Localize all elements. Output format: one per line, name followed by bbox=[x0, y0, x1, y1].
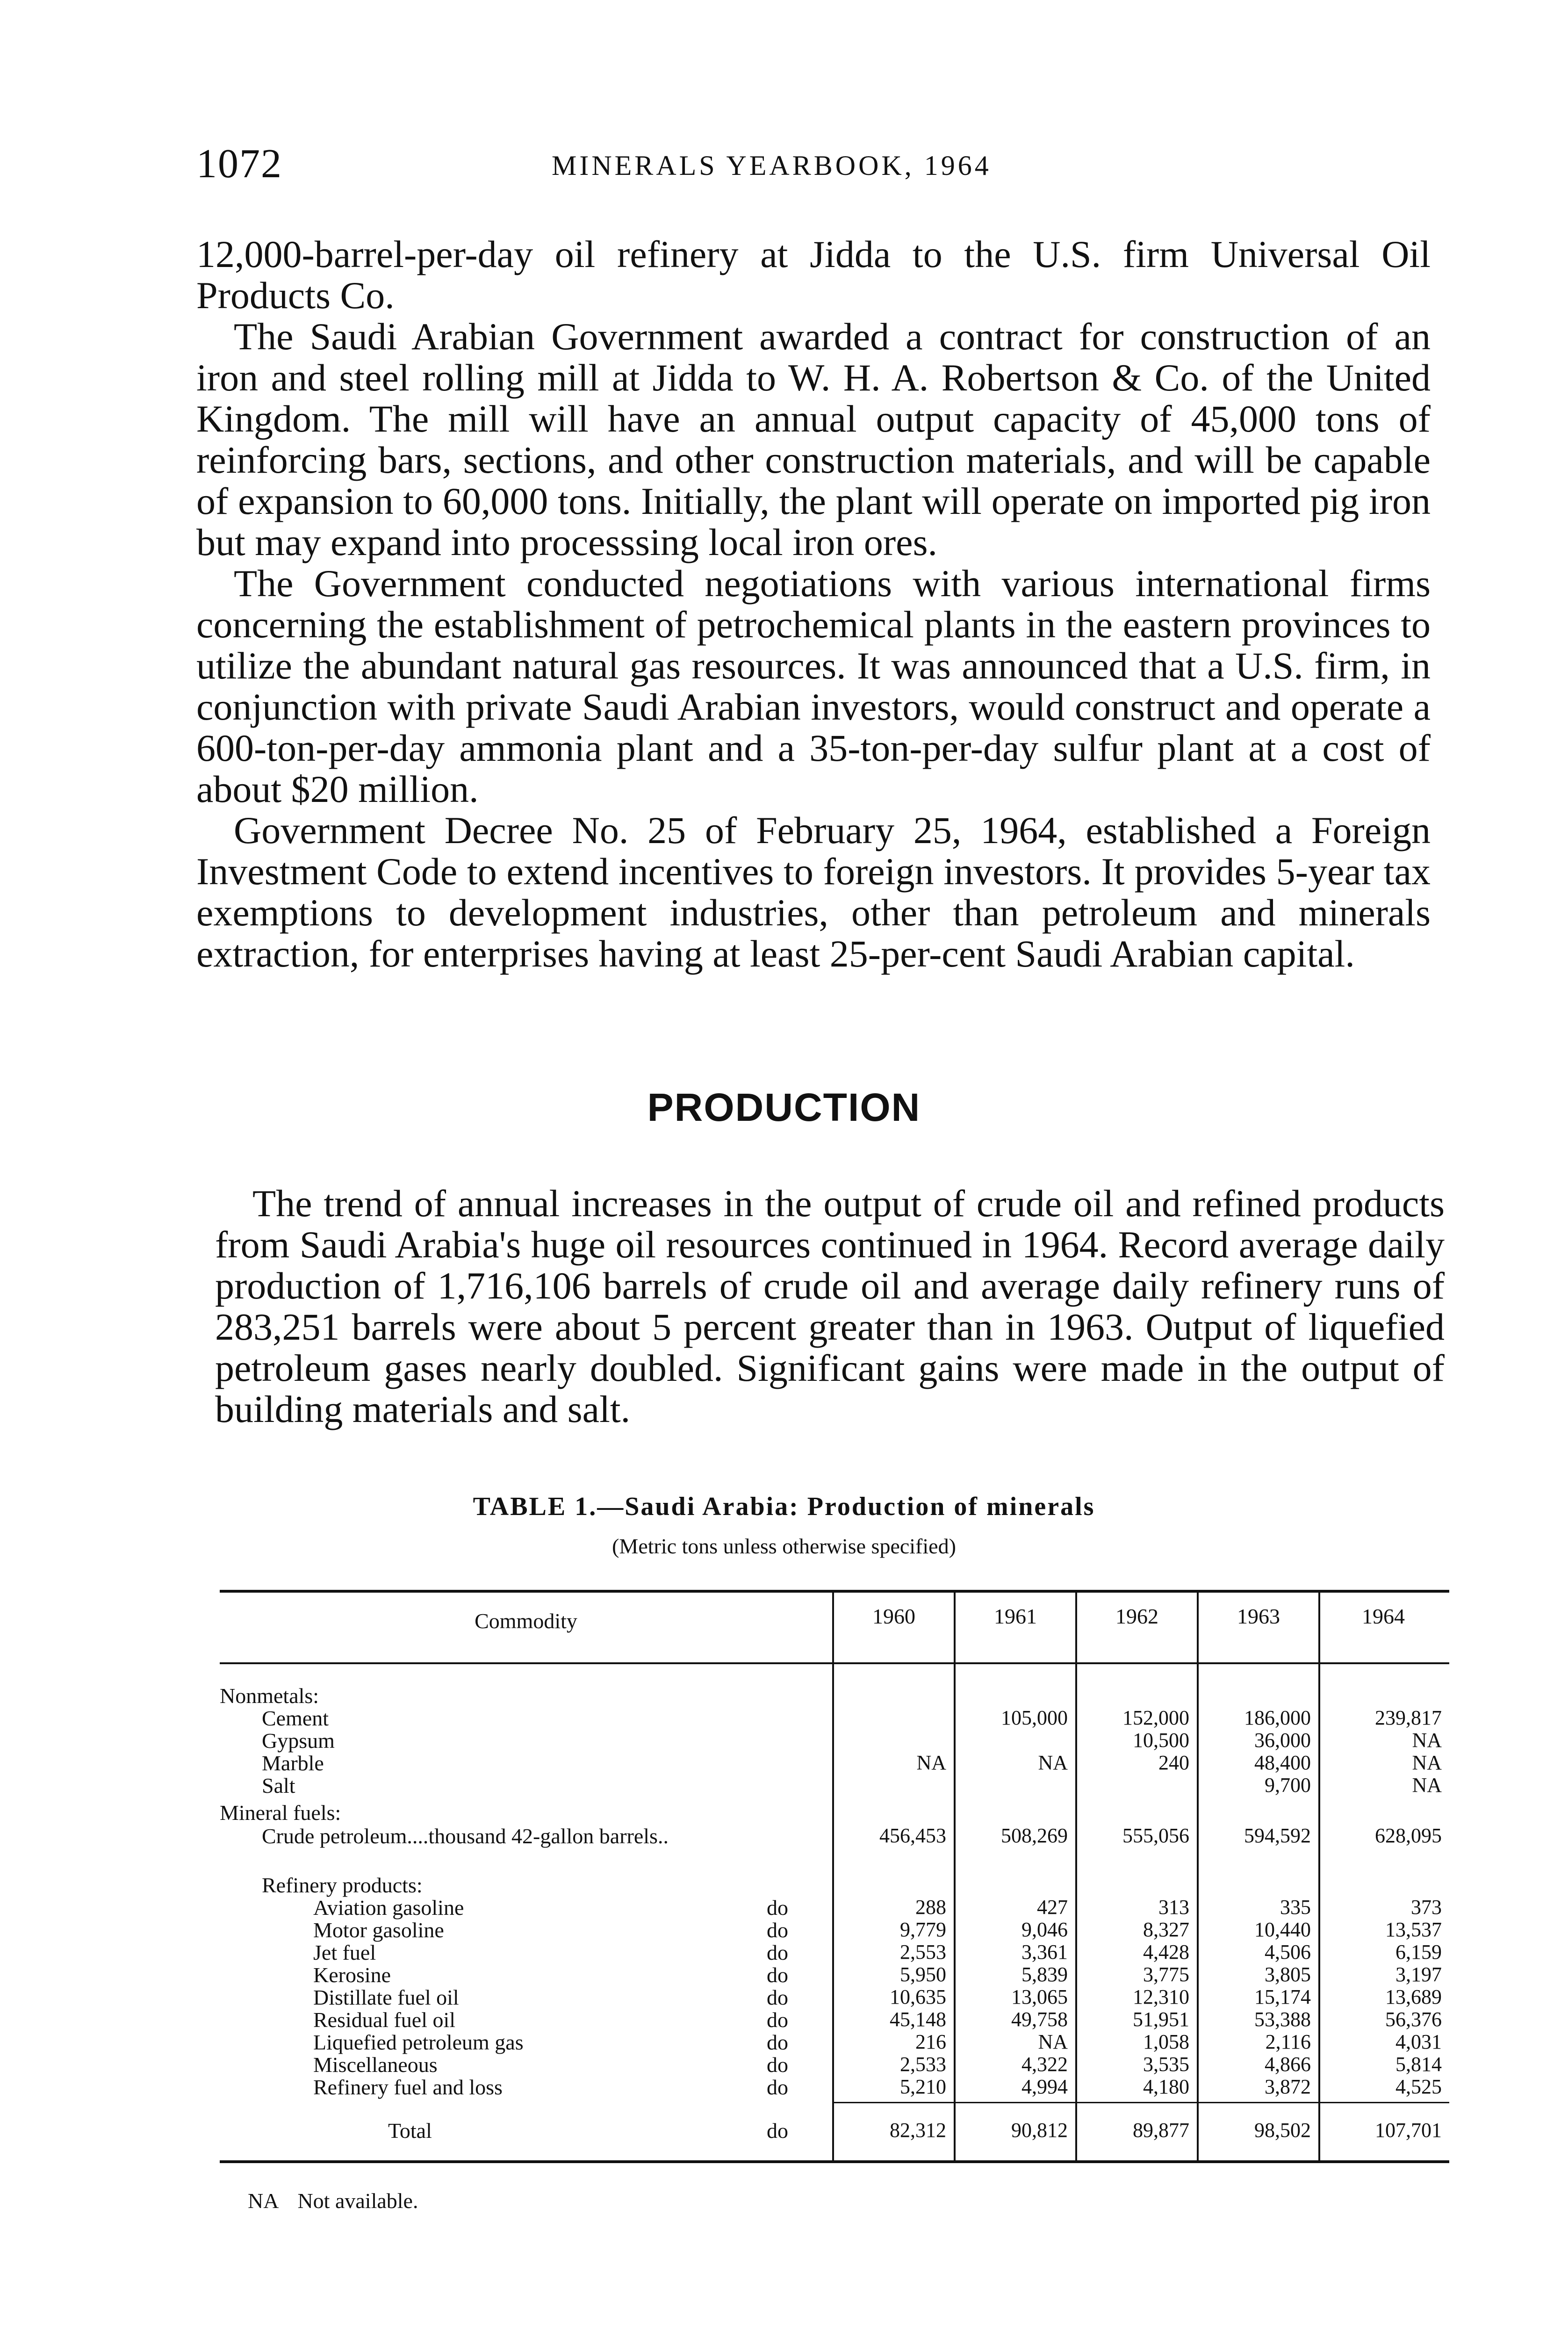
table-header-rule bbox=[220, 1662, 1449, 1664]
table-cell: 56,376 bbox=[1385, 2008, 1442, 2031]
column-header-year: 1964 bbox=[1362, 1604, 1405, 1628]
column-header-year: 1963 bbox=[1237, 1604, 1280, 1628]
table-cell: 53,388 bbox=[1254, 2008, 1311, 2031]
table-bottom-rule bbox=[220, 2160, 1449, 2163]
table-cell: NA bbox=[1412, 1729, 1442, 1752]
table-cell: NA bbox=[1412, 1751, 1442, 1774]
table-title: TABLE 1.—Saudi Arabia: Production of minerals bbox=[473, 1492, 1095, 1521]
table-subtitle: (Metric tons unless otherwise specified) bbox=[612, 1534, 956, 1558]
paragraph-investment-code: Government Decree No. 25 of February 25, 1964, established a Foreign Investment Code to extend incentives to foreign investors. It provides 5-year tax exemptions to development industries, other than petroleum and minerals extraction, for enterprises having at least 25-per-cent Saudi Arabian capital. bbox=[196, 809, 1431, 975]
table-cell: 13,689 bbox=[1385, 1985, 1442, 2008]
table-cell: 3,805 bbox=[1265, 1963, 1311, 1986]
row-label: Mineral fuels: bbox=[220, 1801, 341, 1825]
table-cell: 3,872 bbox=[1265, 2075, 1311, 2098]
page-number: 1072 bbox=[196, 141, 282, 187]
ditto-mark: do bbox=[767, 2030, 788, 2054]
table-cell: 89,877 bbox=[1133, 2119, 1189, 2142]
ditto-mark: do bbox=[767, 1918, 788, 1942]
table-cell: 2,553 bbox=[900, 1941, 946, 1963]
table-cell: 9,779 bbox=[900, 1918, 946, 1941]
row-label: Total bbox=[388, 2119, 432, 2143]
section-heading: PRODUCTION bbox=[647, 1085, 921, 1129]
table-cell: 15,174 bbox=[1254, 1985, 1311, 2008]
row-label: Kerosine bbox=[313, 1963, 391, 1987]
column-header-commodity: Commodity bbox=[475, 1609, 577, 1633]
ditto-mark: do bbox=[767, 2053, 788, 2077]
running-head bbox=[196, 140, 1431, 196]
table-cell: 9,700 bbox=[1265, 1774, 1311, 1797]
table-cell: 8,327 bbox=[1143, 1918, 1189, 1941]
paragraph-petrochemical: The Government conducted negotiations with various international firms concerning the establishment of petrochemical plants in the eastern provinces to utilize the abundant natural gas resources. It was announced that a U.S. firm, in conjunction with private Saudi Arabian investors, would construct and operate a 600-ton-per-day ammonia plant and a 35-ton-per-day sulfur plant at a cost of about $20 million. bbox=[196, 562, 1431, 810]
table-cell: 10,440 bbox=[1254, 1918, 1311, 1941]
table-cell: 427 bbox=[1037, 1896, 1068, 1919]
table-cell: NA bbox=[916, 1751, 946, 1774]
table-cell: 51,951 bbox=[1133, 2008, 1189, 2031]
row-label: Distillate fuel oil bbox=[313, 1985, 459, 2009]
table-cell: 5,839 bbox=[1021, 1963, 1068, 1986]
table-cell: 45,148 bbox=[890, 2008, 946, 2031]
table-cell: 12,310 bbox=[1133, 1985, 1189, 2008]
production-text bbox=[215, 1183, 1445, 1430]
intro-text bbox=[196, 234, 1431, 974]
table-cell: 49,758 bbox=[1011, 2008, 1068, 2031]
table-cell: 5,814 bbox=[1395, 2053, 1442, 2076]
row-label: Cement bbox=[262, 1706, 329, 1730]
table-cell: 508,269 bbox=[1001, 1824, 1068, 1847]
table-cell: 4,994 bbox=[1021, 2075, 1068, 2098]
ditto-mark: do bbox=[767, 1963, 788, 1987]
table-cell: 9,046 bbox=[1021, 1918, 1068, 1941]
table-cell: 10,500 bbox=[1133, 1729, 1189, 1752]
footnote-text: Not available. bbox=[297, 2189, 418, 2213]
table-cell: 2,533 bbox=[900, 2053, 946, 2076]
row-label: Salt bbox=[262, 1774, 295, 1797]
table-cell: 1,058 bbox=[1143, 2030, 1189, 2053]
ditto-mark: do bbox=[767, 1896, 788, 1919]
table-cell: 13,537 bbox=[1385, 1918, 1442, 1941]
table-cell: 288 bbox=[915, 1896, 946, 1919]
table-cell: 4,428 bbox=[1143, 1941, 1189, 1963]
table-cell: 90,812 bbox=[1011, 2119, 1068, 2142]
table-cell: 10,635 bbox=[890, 1985, 946, 2008]
table-top-rule bbox=[220, 1590, 1449, 1593]
table-cell: 5,210 bbox=[900, 2075, 946, 2098]
table-cell: 186,000 bbox=[1244, 1706, 1311, 1729]
ditto-mark: do bbox=[767, 2075, 788, 2099]
table-footnote bbox=[248, 2188, 418, 2213]
table-cell: 239,817 bbox=[1375, 1706, 1442, 1729]
paragraph-continued: 12,000-barrel-per-day oil refinery at Jidda to the U.S. firm Universal Oil Products Co. bbox=[196, 233, 1431, 317]
row-label: Aviation gasoline bbox=[313, 1896, 464, 1919]
paragraph-steel-mill: The Saudi Arabian Government awarded a contract for construction of an iron and steel rolling mill at Jidda to W. H. A. Robertson & Co. of the United Kingdom. The mill will have an annual output capacity of 45,000 tons of reinforcing bars, sections, and other construction materials, and will be capable of expansion to 60,000 tons. Initially, the plant will operate on imported pig iron but may expand into processsing local iron ores. bbox=[196, 315, 1431, 563]
table-cell: 3,775 bbox=[1143, 1963, 1189, 1986]
table-cell: 313 bbox=[1158, 1896, 1189, 1919]
paragraph-production: The trend of annual increases in the output of crude oil and refined products from Saudi Arabia's huge oil resources continued in 1964. Record average daily production of 1,716,106 barrels of crude oil and average daily refinery runs of 283,251 barrels were about 5 percent greater than in 1963. Output of liquefied petroleum gases nearly doubled. Significant gains were made in the output of building materials and salt. bbox=[215, 1182, 1445, 1430]
table-cell: 2,116 bbox=[1265, 2030, 1311, 2053]
table-cell: 48,400 bbox=[1254, 1751, 1311, 1774]
running-title: MINERALS YEARBOOK, 1964 bbox=[552, 150, 992, 181]
table-cell: 4,866 bbox=[1265, 2053, 1311, 2076]
table-cell: 3,361 bbox=[1021, 1941, 1068, 1963]
table-cell: 107,701 bbox=[1375, 2119, 1442, 2142]
table-cell: 628,095 bbox=[1375, 1824, 1442, 1847]
table-cell: 4,322 bbox=[1021, 2053, 1068, 2076]
row-label: Motor gasoline bbox=[313, 1918, 444, 1942]
table-cell: 456,453 bbox=[879, 1824, 946, 1847]
table-cell: 240 bbox=[1158, 1751, 1189, 1774]
table-cell: 4,180 bbox=[1143, 2075, 1189, 2098]
table-cell: 36,000 bbox=[1254, 1729, 1311, 1752]
table-cell: 6,159 bbox=[1395, 1941, 1442, 1963]
table-cell: 4,031 bbox=[1395, 2030, 1442, 2053]
table-cell: 555,056 bbox=[1122, 1824, 1189, 1847]
table-cell: 4,525 bbox=[1395, 2075, 1442, 2098]
row-label: Jet fuel bbox=[313, 1941, 376, 1964]
row-label: Crude petroleum....thousand 42-gallon barrels.. bbox=[262, 1824, 669, 1848]
table-cell: NA bbox=[1412, 1774, 1442, 1797]
table-cell: 82,312 bbox=[890, 2119, 946, 2142]
table-cell: NA bbox=[1038, 2030, 1068, 2053]
table-cell: NA bbox=[1038, 1751, 1068, 1774]
table-cell: 13,065 bbox=[1011, 1985, 1068, 2008]
footnote-abbreviation: NA bbox=[248, 2189, 279, 2213]
column-header-year: 1962 bbox=[1115, 1604, 1158, 1628]
total-rule bbox=[832, 2102, 1449, 2103]
row-label: Miscellaneous bbox=[313, 2053, 438, 2077]
table-cell: 3,535 bbox=[1143, 2053, 1189, 2076]
row-label: Refinery fuel and loss bbox=[313, 2075, 503, 2099]
table-cell: 4,506 bbox=[1265, 1941, 1311, 1963]
row-label: Liquefied petroleum gas bbox=[313, 2030, 524, 2054]
ditto-mark: do bbox=[767, 1941, 788, 1964]
column-header-year: 1960 bbox=[872, 1604, 915, 1628]
table-cell: 216 bbox=[915, 2030, 946, 2053]
row-label: Refinery products: bbox=[262, 1873, 423, 1897]
table-cell: 3,197 bbox=[1395, 1963, 1442, 1986]
row-label: Marble bbox=[262, 1751, 324, 1775]
column-header-year: 1961 bbox=[994, 1604, 1037, 1628]
row-label: Nonmetals: bbox=[220, 1684, 319, 1708]
table-cell: 5,950 bbox=[900, 1963, 946, 1986]
table-cell: 335 bbox=[1280, 1896, 1311, 1919]
table-cell: 594,592 bbox=[1244, 1824, 1311, 1847]
table-cell: 98,502 bbox=[1254, 2119, 1311, 2142]
row-label: Gypsum bbox=[262, 1729, 335, 1753]
ditto-mark: do bbox=[767, 1985, 788, 2009]
table-cell: 152,000 bbox=[1122, 1706, 1189, 1729]
ditto-mark: do bbox=[767, 2119, 788, 2143]
table-cell: 373 bbox=[1411, 1896, 1442, 1919]
table-cell: 105,000 bbox=[1001, 1706, 1068, 1729]
row-label: Residual fuel oil bbox=[313, 2008, 456, 2032]
ditto-mark: do bbox=[767, 2008, 788, 2032]
